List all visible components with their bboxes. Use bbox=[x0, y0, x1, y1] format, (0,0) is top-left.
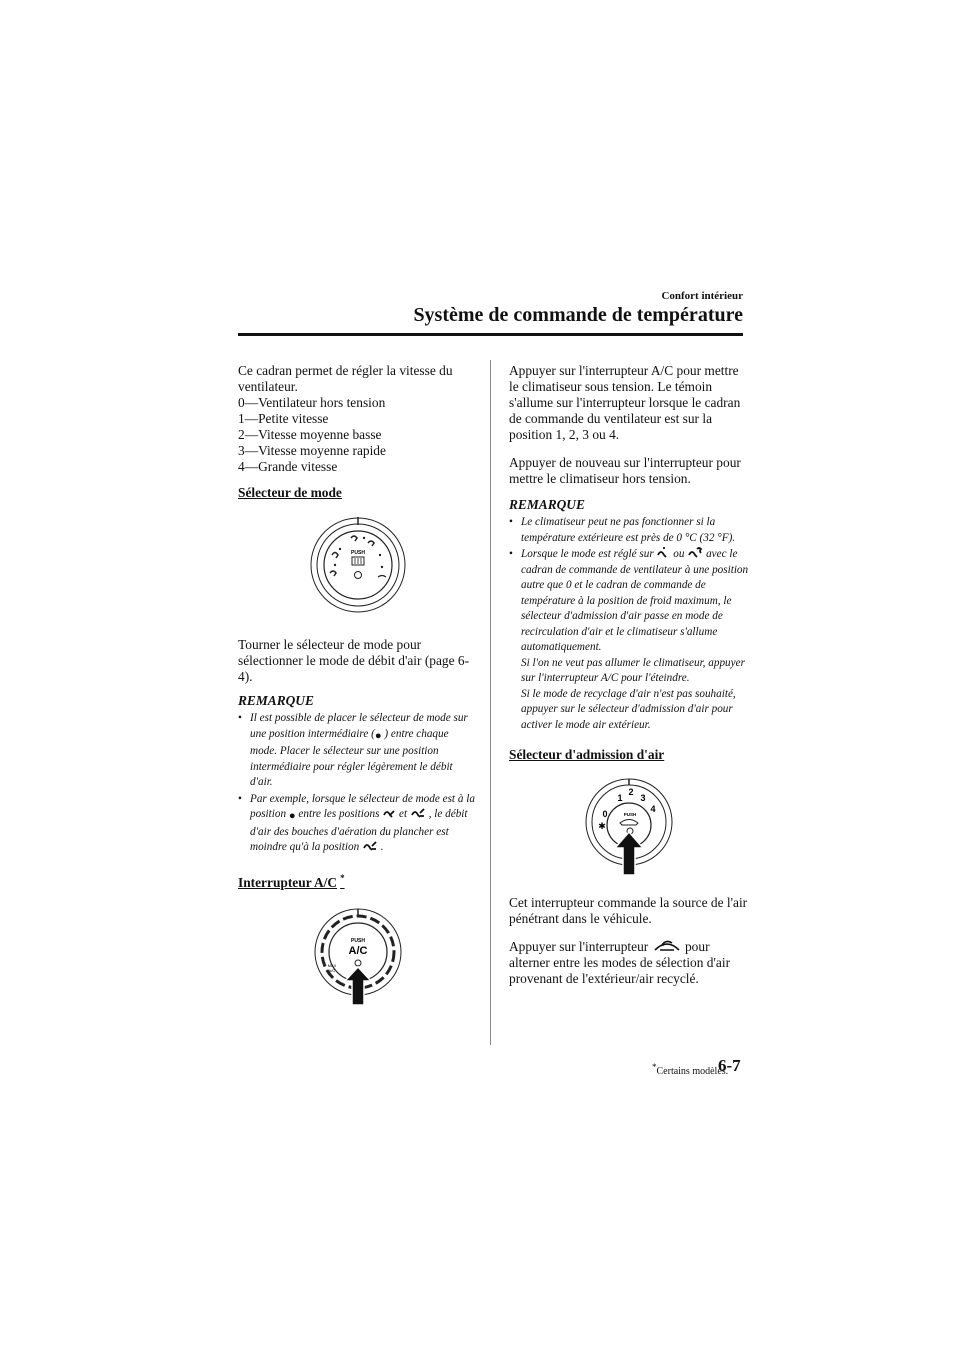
fan-speed-2: 2―Vitesse moyenne basse bbox=[238, 427, 382, 442]
asterisk: * bbox=[340, 872, 345, 883]
note-example bbox=[238, 792, 478, 856]
fan-speed-3: 3―Vitesse moyenne rapide bbox=[238, 443, 386, 458]
air-intake-heading: Sélecteur d'admission d'air bbox=[509, 747, 665, 762]
svg-text:PUSH: PUSH bbox=[351, 937, 365, 944]
svg-text:0: 0 bbox=[602, 809, 608, 819]
ac-on-text: Appuyer sur l'interrupteur A/C pour mettre le climatiseur sous tension. Le témoin s'allume sur l'interrupteur lorsque le cadran de commande du ventilateur est sur la position 1, 2, 3 ou 4. bbox=[509, 363, 741, 442]
ac-switch-figure bbox=[313, 907, 403, 1007]
fan-speed-0: 0―Ventilateur hors tension bbox=[238, 395, 386, 410]
mode-selector-figure bbox=[308, 515, 408, 615]
note-text: , le débit d'air des bouches d'aération du plancher est moindre qu'à la position bbox=[250, 808, 468, 853]
recirculation-icon bbox=[652, 939, 682, 953]
footer-note bbox=[652, 1062, 728, 1077]
right-column bbox=[509, 363, 749, 987]
footer-note-text: Certains modèles. bbox=[656, 1066, 729, 1077]
ac-switch-heading bbox=[238, 870, 478, 891]
air-intake-text: Cet interrupteur commande la source de l'air pénétrant dans le véhicule. bbox=[509, 895, 748, 926]
asterisk: * bbox=[652, 1062, 657, 1072]
svg-text:✱: ✱ bbox=[598, 821, 606, 831]
air-intake-figure bbox=[584, 777, 674, 877]
note-text: entre les positions bbox=[298, 808, 380, 820]
section-label: Confort intérieur bbox=[661, 290, 743, 302]
note-text: avec le cadran de commande de ventilateur à une position autre que 0 et le cadran de commande de température à la position de froid maximum, le sélecteur d'admission d'air passe en mode de recirculation d'air et le climatiseur s'allume automatiquement. bbox=[521, 548, 749, 653]
ac-off-text: Appuyer de nouveau sur l'interrupteur pour mettre le climatiseur hors tension. bbox=[509, 455, 741, 486]
left-column bbox=[238, 363, 478, 1007]
fan-speed-1: 1―Petite vitesse bbox=[238, 411, 329, 426]
face-floor-vent-icon bbox=[362, 840, 378, 852]
note-text: ) entre chaque mode. Placer le sélecteur sur une position intermédiaire pour régler légèrement le débit d'air. bbox=[250, 727, 453, 788]
note-auto-ac bbox=[509, 547, 749, 733]
dot-position-icon: ● bbox=[374, 729, 382, 742]
floor-vent-icon bbox=[382, 807, 396, 819]
svg-text:MAX: MAX bbox=[327, 962, 337, 968]
svg-text:3: 3 bbox=[640, 793, 646, 803]
svg-text:2: 2 bbox=[628, 787, 634, 797]
svg-text:4: 4 bbox=[650, 804, 656, 814]
note-text: ou bbox=[673, 548, 685, 560]
note-text: Il est possible de placer le sélecteur de mode sur une position intermédiaire ( bbox=[250, 712, 468, 740]
note-text: Si le mode de recyclage d'air n'est pas souhaité, appuyer sur le sélecteur d'admission d'air pour activer le mode air extérieur. bbox=[521, 687, 736, 731]
svg-text:A/C: A/C bbox=[348, 944, 368, 957]
remarque-left-list bbox=[238, 711, 478, 856]
svg-text:A/C: A/C bbox=[328, 967, 336, 973]
note-text: Par exemple, lorsque le sélecteur de mode est à la position bbox=[250, 792, 475, 820]
remarque-right-label: REMARQUE bbox=[509, 497, 585, 512]
mode-selector-text: Tourner le sélecteur de mode pour sélectionner le mode de débit d'air (page 6-4). bbox=[238, 637, 470, 684]
defrost-floor-icon bbox=[656, 547, 670, 559]
remarque-left-label: REMARQUE bbox=[238, 693, 314, 708]
svg-text:1: 1 bbox=[617, 793, 623, 803]
page-number: 6-7 bbox=[718, 1056, 741, 1075]
page-title: Système de commande de température bbox=[413, 304, 743, 326]
fan-intro: Ce cadran permet de régler la vitesse du ventilateur. bbox=[238, 363, 453, 394]
note-text: Si l'on ne veut pas allumer le climatiseur, appuyer sur l'interrupteur A/C pour l'éteindre. bbox=[521, 656, 745, 684]
air-intake-press-text bbox=[509, 939, 749, 987]
face-floor-vent-icon bbox=[410, 807, 426, 819]
svg-text:PUSH: PUSH bbox=[623, 812, 637, 817]
header-rule bbox=[238, 333, 743, 336]
press-text: Appuyer sur l'interrupteur bbox=[509, 939, 649, 954]
mode-selector-heading: Sélecteur de mode bbox=[238, 485, 342, 500]
ac-heading-text: Interrupteur A/C bbox=[238, 874, 338, 890]
defrost-icon bbox=[687, 547, 703, 559]
column-divider bbox=[490, 360, 491, 1045]
note-text: . bbox=[380, 841, 384, 853]
note-text: Lorsque le mode est réglé sur bbox=[521, 548, 654, 560]
press-text: pour alterner entre les modes de sélection d'air provenant de l'extérieur/air recyclé. bbox=[509, 939, 731, 986]
note-intermediate-position bbox=[238, 711, 478, 791]
note-outside-temp: • Le climatiseur peut ne pas fonctionner si la température extérieure est près de 0 °C (32 °F). bbox=[509, 515, 749, 546]
remarque-right-list bbox=[509, 515, 749, 733]
dot-position-icon: ● bbox=[288, 810, 296, 822]
note-text: et bbox=[399, 808, 408, 820]
fan-speed-4: 4―Grande vitesse bbox=[238, 459, 338, 474]
svg-text:PUSH: PUSH bbox=[351, 550, 365, 556]
